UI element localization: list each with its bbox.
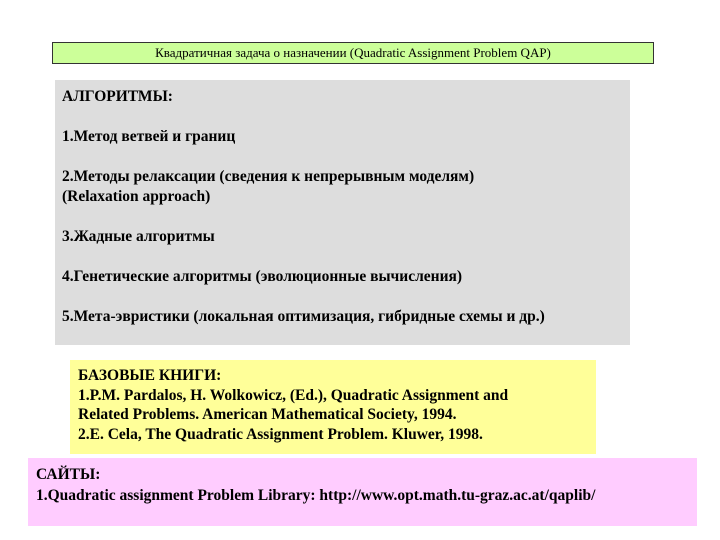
book-reference-1: 1.P.M. Pardalos, H. Wolkowicz, (Ed.), Quadratic Assignment and xyxy=(78,386,509,404)
slide-title: Квадратичная задача о назначении (Quadratic Assignment Problem QAP) xyxy=(52,42,654,64)
sites-heading: САЙТЫ: xyxy=(36,466,101,483)
site-link-qaplib[interactable]: 1.Quadratic assignment Problem Library: http://www.opt.math.tu-graz.ac.at/qaplib/ xyxy=(36,487,596,504)
algorithm-item-5: 5.Мета-эвристики (локальная оптимизация, гибридные схемы и др.) xyxy=(62,308,545,325)
book-reference-1-cont: Related Problems. American Mathematical Society, 1994. xyxy=(78,406,457,423)
sites-box xyxy=(28,458,697,526)
algorithm-item-1: 1.Метод ветвей и границ xyxy=(62,128,236,145)
algorithm-item-2: 2.Методы релаксации (сведения к непрерывным моделям) xyxy=(62,168,475,185)
book-reference-2: 2.E. Cela, The Quadratic Assignment Problem. Kluwer, 1998. xyxy=(78,425,483,443)
algorithm-item-2-subtitle: (Relaxation approach) xyxy=(62,188,211,205)
algorithm-item-4: 4.Генетические алгоритмы (эволюционные вычисления) xyxy=(62,268,463,285)
algorithm-item-3: 3.Жадные алгоритмы xyxy=(62,228,215,245)
algorithms-heading: АЛГОРИТМЫ: xyxy=(62,88,173,105)
books-heading: БАЗОВЫЕ КНИГИ: xyxy=(78,367,222,384)
books-box xyxy=(70,360,596,454)
algorithms-box xyxy=(55,80,630,345)
